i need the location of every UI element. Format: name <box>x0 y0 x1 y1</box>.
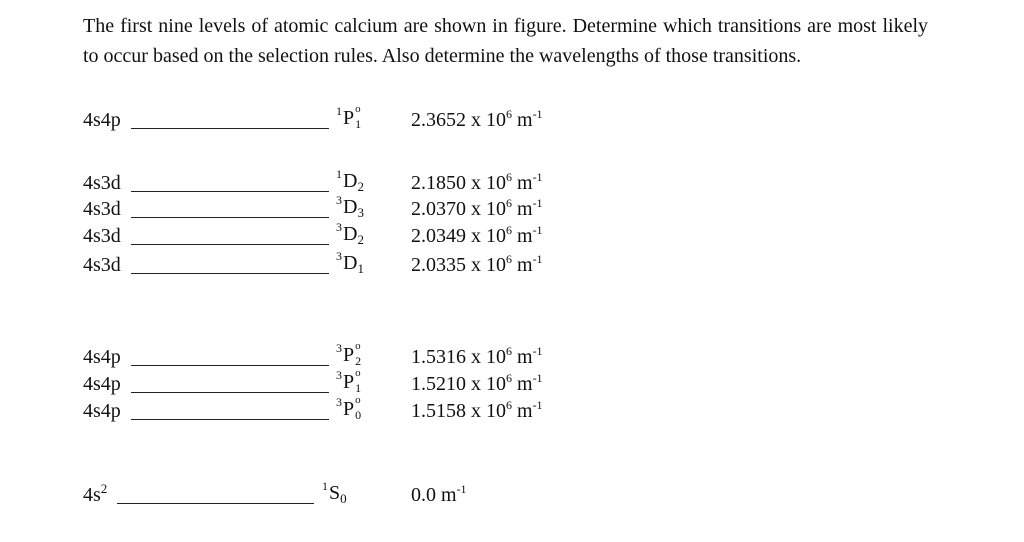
energy-level-row <box>0 342 1024 372</box>
level-line <box>131 273 329 274</box>
electron-configuration: 4s4p <box>83 346 121 368</box>
term-symbol: $^3D_3$ <box>336 193 364 220</box>
level-line <box>117 503 314 504</box>
electron-configuration: 4s3d <box>83 198 121 220</box>
energy-value: 2.1850 x $10^6$ $m^{-1}$ <box>411 170 543 194</box>
energy-value: 2.0335 x $10^6$ $m^{-1}$ <box>411 252 543 276</box>
energy-level-row <box>0 396 1024 426</box>
level-line <box>131 191 329 192</box>
term-symbol: $^1D_2$ <box>336 167 364 194</box>
energy-value: 1.5158 x $10^6$ $m^{-1}$ <box>411 398 543 422</box>
term-symbol: $^3$P o 1 <box>336 367 362 395</box>
energy-value: 2.3652 x $10^6$ $m^{-1}$ <box>411 107 543 131</box>
energy-level-row <box>0 480 1024 510</box>
term-symbol: $^3D_2$ <box>336 220 364 247</box>
level-line <box>131 244 329 245</box>
energy-value: 2.0370 x $10^6$ $m^{-1}$ <box>411 196 543 220</box>
energy-value: 1.5210 x $10^6$ $m^{-1}$ <box>411 371 543 395</box>
level-line <box>131 217 329 218</box>
term-symbol: $^3$P o 2 <box>336 340 362 368</box>
electron-configuration: 4s4p <box>83 400 121 422</box>
level-line <box>131 365 329 366</box>
energy-value: 0.0 $m^{-1}$ <box>411 482 467 506</box>
energy-level-row <box>0 105 1024 135</box>
term-symbol: $^3$P o 0 <box>336 394 362 422</box>
energy-level-row <box>0 221 1024 251</box>
energy-value: 2.0349 x $10^6$ $m^{-1}$ <box>411 223 543 247</box>
electron-configuration: 4s3d <box>83 254 121 276</box>
electron-configuration: 4s3d <box>83 225 121 247</box>
term-symbol: $^1$P o 1 <box>336 103 362 131</box>
energy-level-row <box>0 194 1024 224</box>
problem-statement: The first nine levels of atomic calcium are shown in figure. Determine which transitions are most likely to occur based on the selection rules. Also determine the wavelengths of those transitions. <box>83 15 928 67</box>
term-symbol: $^1S_0$ <box>322 479 347 506</box>
level-line <box>131 419 329 420</box>
energy-level-row <box>0 369 1024 399</box>
energy-value: 1.5316 x $10^6$ $m^{-1}$ <box>411 344 543 368</box>
electron-configuration: 4s3d <box>83 172 121 194</box>
energy-level-row <box>0 250 1024 280</box>
electron-configuration: 4s4p <box>83 109 121 131</box>
level-line <box>131 392 329 393</box>
electron-configuration: $4s^2$ <box>83 481 108 506</box>
level-line <box>131 128 329 129</box>
term-symbol: $^3D_1$ <box>336 249 364 276</box>
electron-configuration: 4s4p <box>83 373 121 395</box>
